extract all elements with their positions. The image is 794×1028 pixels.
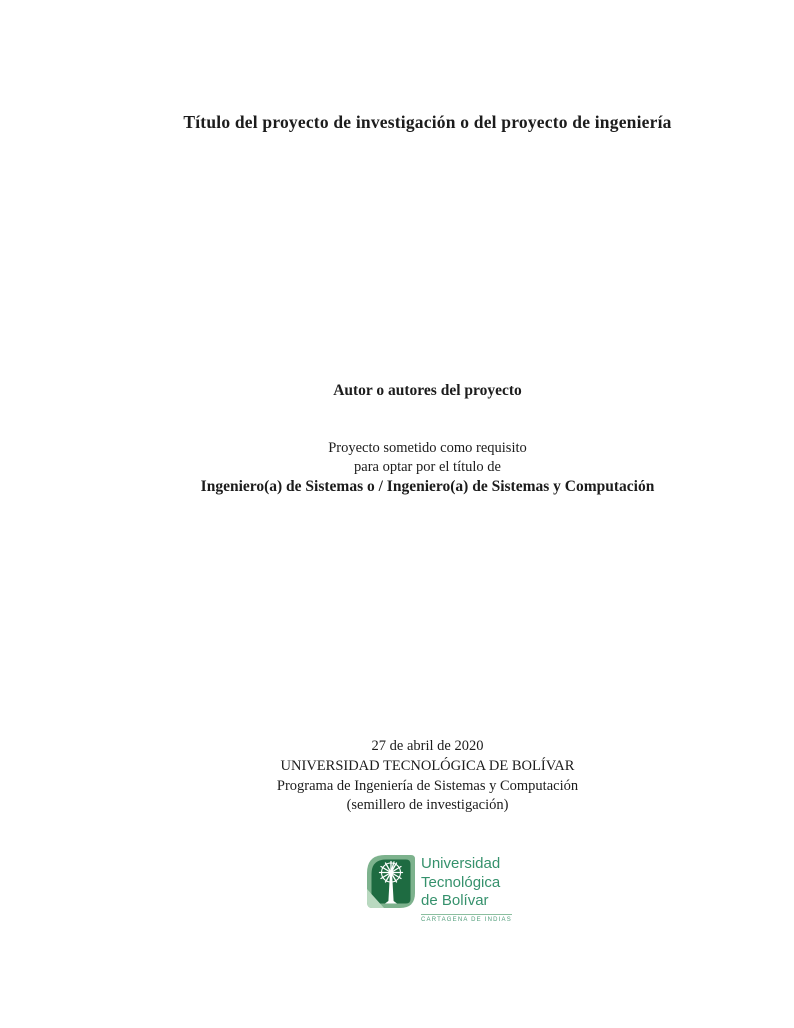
palm-tree-icon <box>367 855 415 908</box>
author-line: Autor o autores del proyecto <box>333 382 522 399</box>
document-title: Título del proyecto de investigación o del proyecto de ingeniería <box>183 112 672 132</box>
submission-line-1: Proyecto sometido como requisito <box>328 440 527 456</box>
logo-wordmark <box>421 855 512 923</box>
logo-tagline: CARTAGENA DE INDIAS <box>421 914 512 923</box>
footer-block <box>60 737 794 816</box>
submission-block <box>60 439 794 496</box>
program-line: Programa de Ingeniería de Sistemas y Computación <box>276 777 579 794</box>
degree-line: Ingeniero(a) de Sistemas o / Ingeniero(a) de Sistemas y Computación <box>200 478 655 495</box>
university-line: UNIVERSIDAD TECNOLÓGICA DE BOLÍVAR <box>280 757 575 774</box>
logo-name-line-2: Tecnológica <box>421 873 501 891</box>
date-line: 27 de abril de 2020 <box>371 738 484 754</box>
group-line: (semillero de investigación) <box>346 797 509 814</box>
submission-line-2: para optar por el título de <box>354 459 501 475</box>
university-logo <box>367 855 512 923</box>
logo-name-line-1: Universidad <box>421 855 501 872</box>
logo-name-line-3: de Bolívar <box>421 892 489 909</box>
